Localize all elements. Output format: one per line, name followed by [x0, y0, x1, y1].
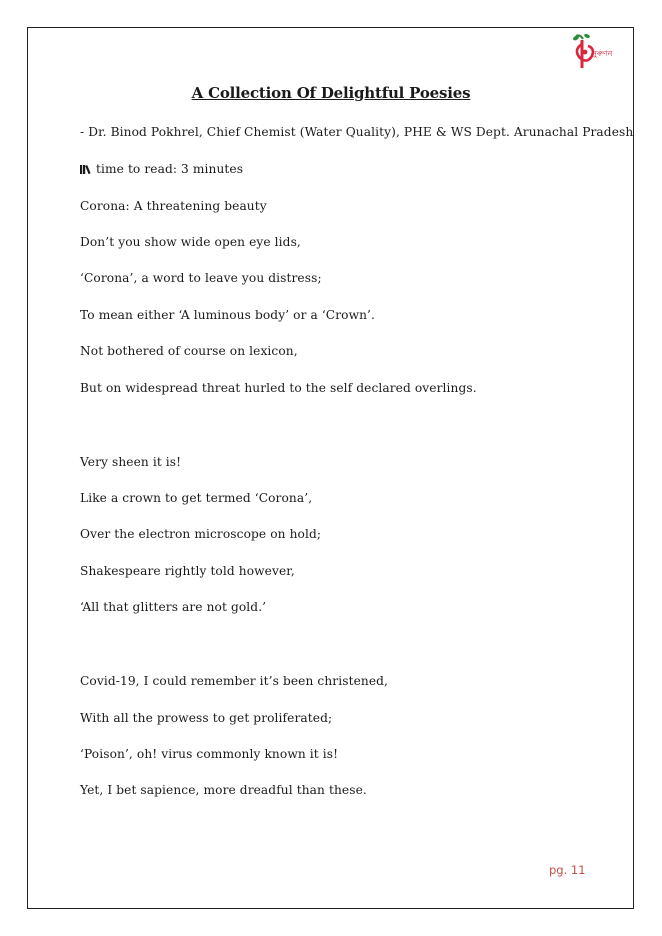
- poem-line: Over the electron microscope on hold;: [80, 527, 322, 541]
- poem-line: Yet, I bet sapience, more dreadful than these.: [80, 783, 367, 797]
- books-icon: [80, 164, 92, 174]
- poem-title: Corona: A threatening beauty: [80, 199, 267, 213]
- poem-line: Very sheen it is!: [80, 455, 182, 469]
- author-byline: - Dr. Binod Pokhrel, Chief Chemist (Water Quality), PHE & WS Dept. Arunachal Pradesh: [80, 125, 634, 139]
- page-number: pg. 11: [549, 863, 586, 877]
- poem-line: Don’t you show wide open eye lids,: [80, 235, 301, 249]
- poem-line: Covid-19, I could remember it’s been christened,: [80, 674, 389, 688]
- poem-line: To mean either ‘A luminous body’ or a ‘Crown’.: [80, 308, 376, 322]
- read-time: [80, 162, 243, 176]
- poem-line: But on widespread threat hurled to the self declared overlings.: [80, 381, 477, 395]
- document-title: A Collection Of Delightful Poesies: [191, 84, 471, 102]
- read-time-text: time to read: 3 minutes: [96, 162, 244, 176]
- poem-line: ‘Poison’, oh! virus commonly known it is!: [80, 747, 339, 761]
- poem-line: ‘All that glitters are not gold.’: [80, 600, 267, 614]
- poem-line: ‘Corona’, a word to leave you distress;: [80, 271, 322, 285]
- poem-line: Not bothered of course on lexicon,: [80, 344, 298, 358]
- magazine-logo: [570, 30, 628, 72]
- svg-text:নুৰুণন: নুৰুণন: [592, 49, 613, 58]
- poem-line: With all the prowess to get proliferated;: [80, 711, 333, 725]
- poem-line: Shakespeare rightly told however,: [80, 564, 295, 578]
- poem-line: Like a crown to get termed ‘Corona’,: [80, 491, 313, 505]
